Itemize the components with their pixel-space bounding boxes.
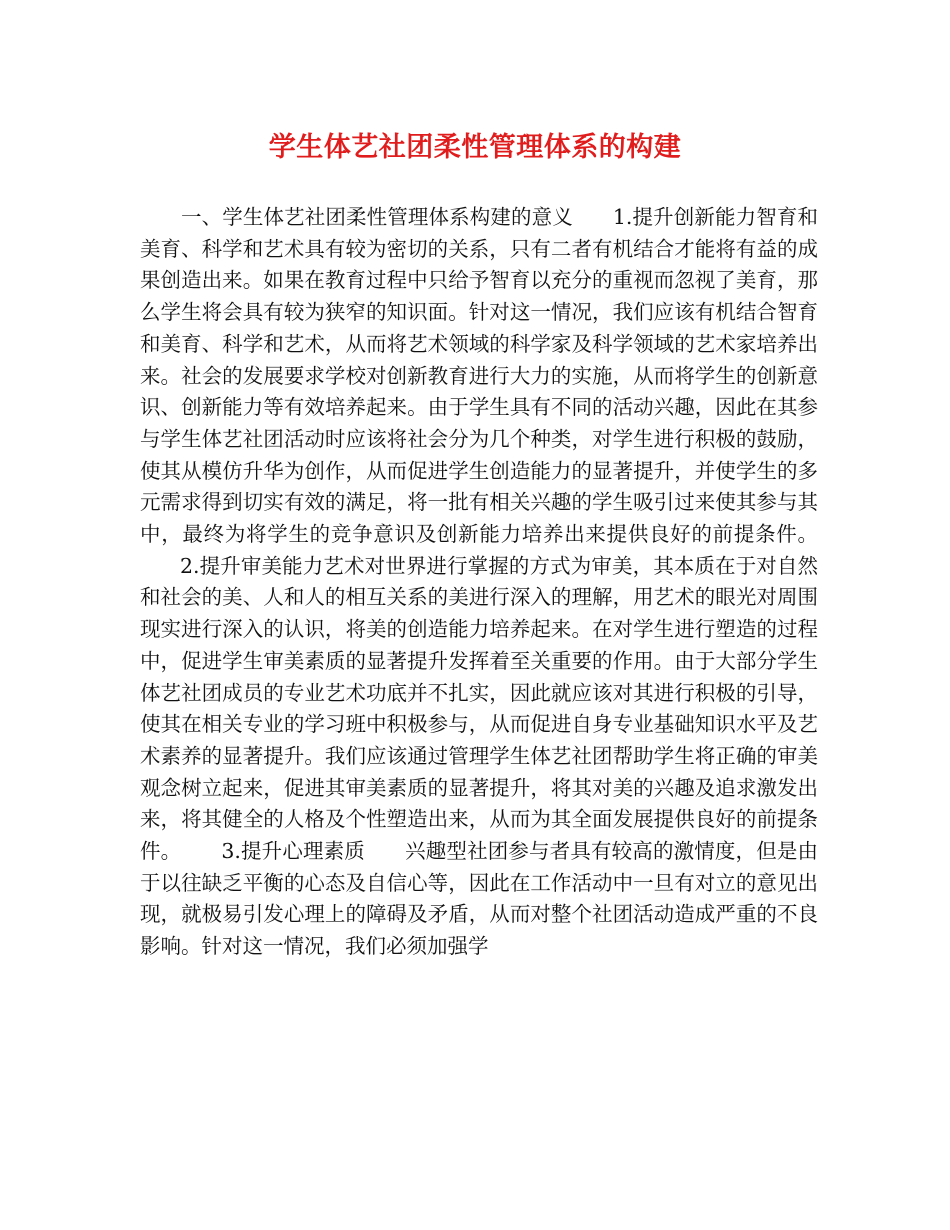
- document-body: [140, 202, 818, 963]
- subsection-psychology-text: 兴趣型社团参与者具有较高的激情度，但是由于以往缺乏平衡的心态及自信心等，因此在工作活动中一旦有对立的意见出现，就极易引发心理上的障碍及矛盾，从而对整个社团活动造成严重的不良影响。针对这一情况，我们必须加强学: [140, 839, 819, 959]
- section-heading: 一、学生体艺社团柔性管理体系构建的意义: [181, 205, 573, 229]
- subsection-psychology-heading: 3.提升心理素质: [221, 839, 365, 864]
- subsection-innovation: 1.提升创新能力智育和美育、科学和艺术具有较为密切的关系，只有二者有机结合才能将有益的成果创造出来。如果在教育过程中只给予智育以充分的重视而忽视了美育，那么学生将会具有较为狭窄的知识面。针对这一情况，我们应该有机结合智育和美育、科学和艺术，从而将艺术领域的科学家及科学领域的艺术家培养出来。社会的发展要求学校对创新教育进行大力的实施，从而将学生的创新意识、创新能力等有效培养起来。由于学生具有不同的活动兴趣，因此在其参与学生体艺社团活动时应该将社会分为几个种类，对学生进行积极的鼓励，使其从模仿升华为创作，从而促进学生创造能力的显著提升，并使学生的多元需求得到切实有效的满足，将一批有相关兴趣的学生吸引过来使其参与其中，最终为将学生的竞争意识及创新能力培养出来提供良好的前提条件。: [140, 205, 819, 547]
- document-title: 学生体艺社团柔性管理体系的构建: [268, 132, 682, 163]
- subsection-aesthetic: 2.提升审美能力艺术对世界进行掌握的方式为审美，其本质在于对自然和社会的美、人和人的相互关系的美进行深入的理解，用艺术的眼光对周围现实进行深入的认识，将美的创造能力培养起来。在对学生进行塑造的过程中，促进学生审美素质的显著提升发挥着至关重要的作用。由于大部分学生体艺社团成员的专业艺术功底并不扎实，因此就应该对其进行积极的引导，使其在相关专业的学习班中积极参与，从而促进自身专业基础知识水平及艺术素养的显著提升。我们应该通过管理学生体艺社团帮助学生将正确的审美观念树立起来，促进其审美素质的显著提升，将其对美的兴趣及追求激发出来，将其健全的人格及个性塑造出来，从而为其全面发展提供良好的前提条件。: [140, 553, 818, 864]
